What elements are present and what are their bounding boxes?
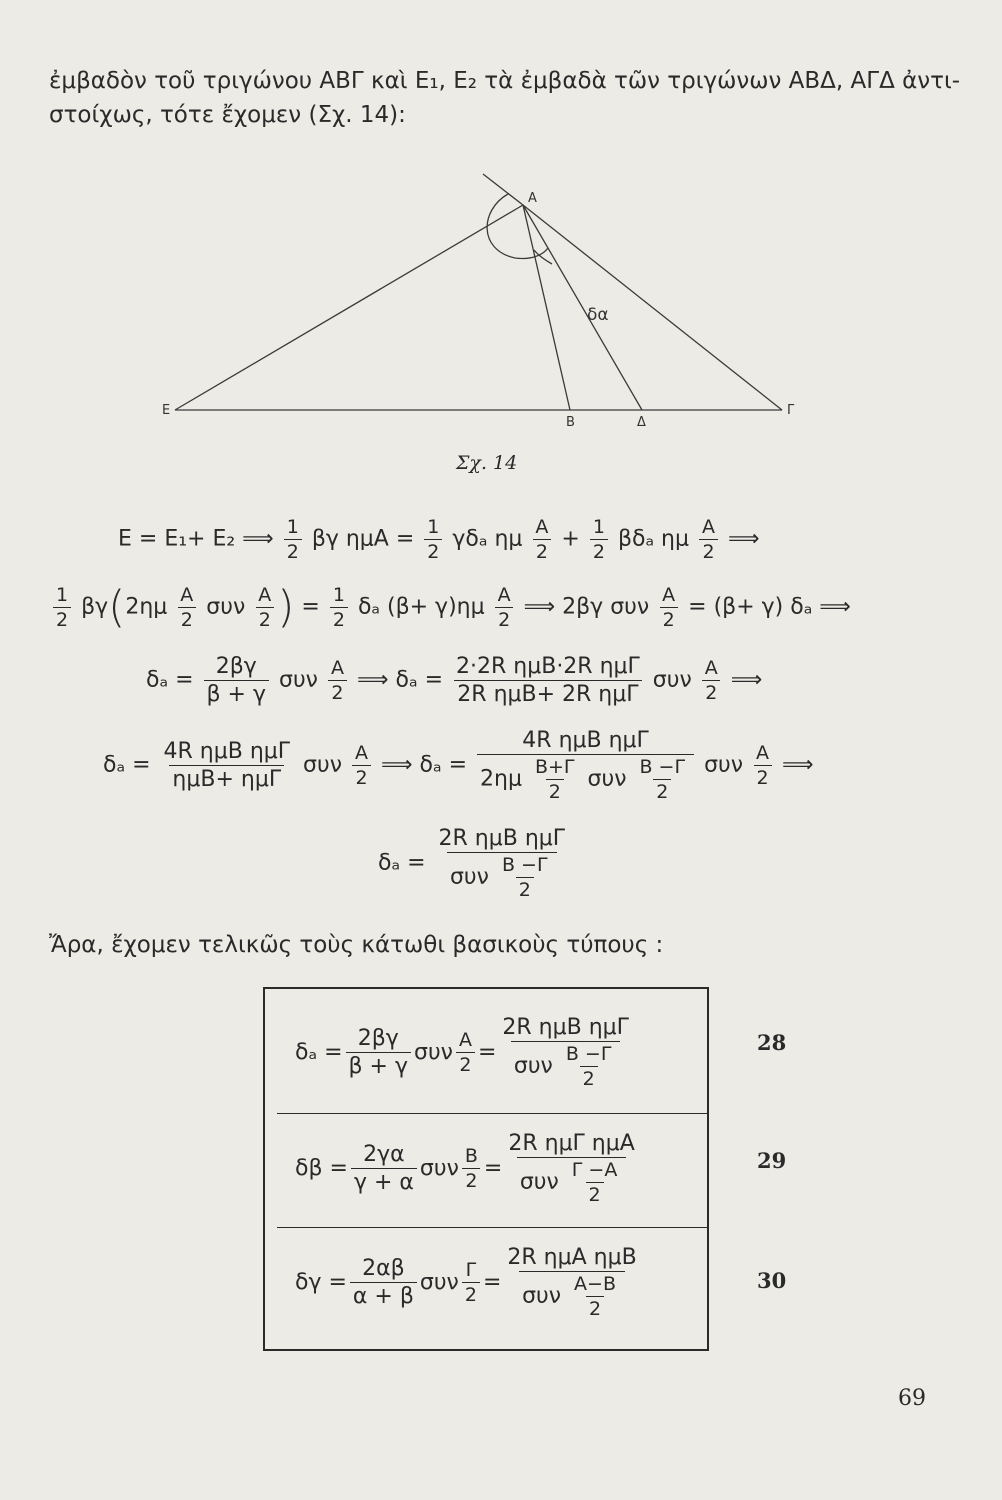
formula-box (263, 987, 709, 1351)
line-E-A (175, 205, 523, 410)
line-A-D (523, 205, 642, 410)
label-delta-a: δα (587, 305, 609, 325)
page-number: 69 (898, 1386, 926, 1411)
formula-delta-a: δₐ = $\frac{2\beta\gamma}{\beta + \gamma}$ συν $\frac{A}{2}$ = 2R ημB ημΓ συν $\frac{B -\Gamma}{2}$ (295, 1014, 629, 1090)
label-E: Ε (162, 403, 171, 418)
intro-line-1: ἐμβαδὸν τοῦ τριγώνου ΑΒΓ καὶ Ε₁, Ε₂ τὰ ἐμβαδὰ τῶν τριγώνων ΑΒΔ, ΑΓΔ ἀντι- (49, 68, 961, 94)
label-A: Α (528, 191, 537, 206)
conclusion-text: Ἄρα, ἔχομεν τελικῶς τοὺς κάτωθι βασικοὺς τύπους : (49, 932, 664, 958)
line-A-B (523, 205, 570, 410)
equation-4: δₐ = $\frac{\text{4R ημB ημΓ}}{\text{ημB+ ημΓ}}$ συν $\frac{A}{2}$ ⟹ δₐ = 4R ημB ημΓ 2ημ $\frac{B+\Gamma}{2}$ συν $\frac{B -\Gamma}{2}$ συν $\frac{A}{2}$ ⟹ (103, 728, 814, 803)
equation-1: E = E₁+ E₂ ⟹ $\frac{1}{2}$ βγ ημA = $\frac{1}{2}$ γδₐ ημ $\frac{A}{2}$ + $\frac{1}{2}$ βδₐ ημ $\frac{A}{2}$ ⟹ (118, 516, 760, 563)
label-G: Γ (787, 403, 795, 418)
figure-caption: Σχ. 14 (456, 452, 518, 474)
formula-delta-g: δγ = $\frac{2\alpha\beta}{\alpha + \beta}$ συν $\frac{\Gamma}{2}$ = 2R ημA ημB συν $\frac{A-B}{2}$ (295, 1244, 637, 1320)
label-D: Δ (637, 415, 646, 430)
equation-2: $\frac{1}{2}$ βγ(2ημ $\frac{A}{2}$ συν $\frac{A}{2}$ ) = $\frac{1}{2}$ δₐ (β+ γ)ημ $\frac{A}{2}$ ⟹ 2βγ συν $\frac{A}{2}$ = (β+ γ) δₐ ⟹ (50, 584, 851, 631)
equation-number-28: 28 (757, 1030, 787, 1055)
extension-line (483, 174, 523, 205)
equation-3: δₐ = $\frac{2\beta\gamma}{\beta + \gamma}$ συν $\frac{A}{2}$ ⟹ δₐ = $\frac{\text{2·2R ημB·2R ημΓ}}{\text{2R ημB+ 2R ημΓ}}$ συν $\frac{A}{2}$ ⟹ (146, 654, 763, 707)
intro-line-2: στοίχως, τότε ἔχομεν (Σχ. 14): (49, 102, 406, 128)
triangle-figure (150, 160, 830, 440)
label-B: Β (566, 415, 575, 430)
line-A-G (523, 205, 782, 410)
equation-number-29: 29 (757, 1148, 787, 1173)
angle-arc (487, 194, 548, 259)
equation-number-30: 30 (757, 1268, 787, 1293)
formula-delta-b: δβ = $\frac{2\gamma\alpha}{\gamma + \alpha}$ συν $\frac{B}{2}$ = 2R ημΓ ημA συν $\frac{\Gamma -A}{2}$ (295, 1130, 635, 1206)
equation-5: δₐ = 2R ημB ημΓ συν $\frac{B -\Gamma}{2}$ (378, 826, 566, 901)
